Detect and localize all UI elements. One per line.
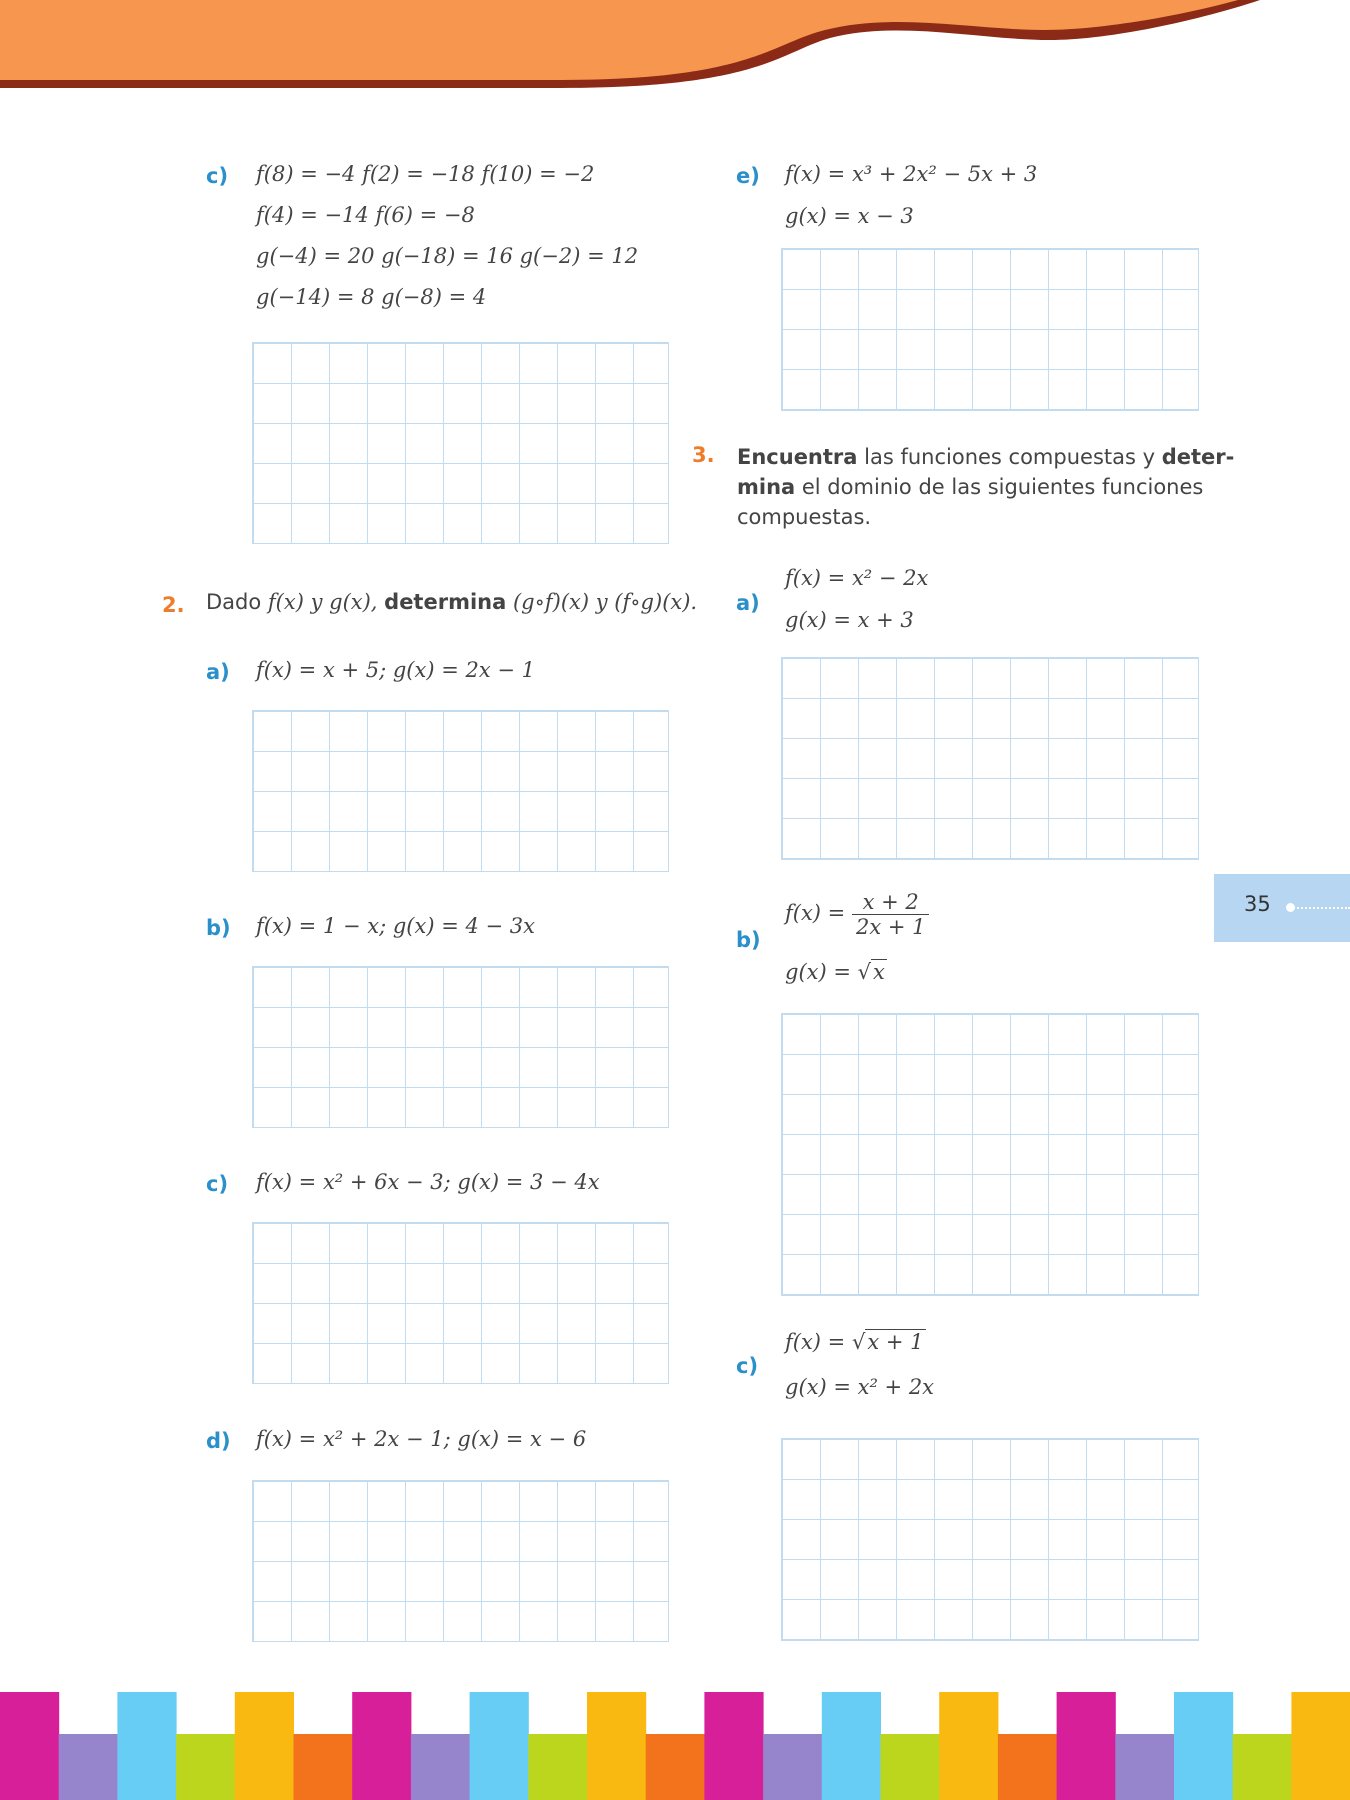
footer-bar <box>587 1692 646 1800</box>
question-2-number: 2. <box>162 593 185 617</box>
item-3b-label: b) <box>736 928 761 952</box>
item-1c-line3: g(−4) = 20 g(−18) = 16 g(−2) = 12 <box>256 244 639 268</box>
answer-grid-1c[interactable] <box>252 342 669 544</box>
item-1c-label: c) <box>206 164 229 188</box>
item-2a-expr: f(x) = x + 5; g(x) = 2x − 1 <box>256 658 535 682</box>
item-1c-line1: f(8) = −4 f(2) = −18 f(10) = −2 <box>256 162 595 186</box>
item-2b-expr: f(x) = 1 − x; g(x) = 4 − 3x <box>256 914 535 938</box>
question-3-text <box>737 442 1235 532</box>
answer-grid-2c[interactable] <box>252 1222 669 1384</box>
footer-color-bars <box>0 1692 1350 1800</box>
item-2b-label: b) <box>206 916 231 940</box>
answer-grid-3a[interactable] <box>781 657 1199 860</box>
item-2a-label: a) <box>206 660 230 684</box>
question-3-number: 3. <box>692 443 715 467</box>
footer-bar <box>1291 1692 1350 1800</box>
answer-grid-3b[interactable] <box>781 1013 1199 1296</box>
item-2e-f: f(x) = x³ + 2x² − 5x + 3 <box>785 162 1038 186</box>
question-3-line1 <box>737 442 1235 472</box>
footer-bar <box>1057 1692 1116 1800</box>
header-wave <box>0 0 1350 100</box>
question-3-bold2: deter- <box>1161 445 1235 469</box>
item-3a-g: g(x) = x + 3 <box>785 608 914 632</box>
item-2c-label: c) <box>206 1172 229 1196</box>
tab-dotted-line <box>1290 907 1350 909</box>
footer-bar <box>352 1692 411 1800</box>
answer-grid-2d[interactable] <box>252 1480 669 1642</box>
page-number-tab <box>1214 874 1350 942</box>
question-3-text2: el dominio de las siguientes funciones <box>795 475 1204 499</box>
footer-bar <box>117 1692 176 1800</box>
question-2-bold: determina <box>384 590 507 614</box>
footer-bar <box>294 1734 353 1800</box>
footer-bar <box>1115 1734 1174 1800</box>
item-3b-denominator: 2x + 1 <box>855 915 926 939</box>
item-2d-label: d) <box>206 1429 231 1453</box>
question-3-line3: compuestas. <box>737 505 872 529</box>
item-2e-label: e) <box>736 164 760 188</box>
footer-bar <box>646 1734 705 1800</box>
footer-bar <box>763 1734 822 1800</box>
footer-bar <box>704 1692 763 1800</box>
item-3c-label: c) <box>736 1354 759 1378</box>
footer-bar <box>0 1692 59 1800</box>
footer-bar <box>1174 1692 1233 1800</box>
item-3a-label: a) <box>736 591 760 615</box>
item-3c-f-radicand: x + 1 <box>867 1330 924 1354</box>
item-2d-expr: f(x) = x² + 2x − 1; g(x) = x − 6 <box>256 1427 587 1451</box>
question-2-compose: (g∘f)(x) y (f∘g)(x). <box>506 590 698 614</box>
item-3b-numerator: x + 2 <box>852 890 930 915</box>
item-3c-g: g(x) = x² + 2x <box>785 1375 935 1399</box>
question-3-line2 <box>737 472 1204 502</box>
footer-bar <box>1233 1734 1292 1800</box>
answer-grid-2a[interactable] <box>252 710 669 872</box>
item-3b-g-radicand: x <box>873 960 885 984</box>
question-2-text-pre: Dado <box>206 590 268 614</box>
question-3-bold1: Encuentra <box>737 445 858 469</box>
footer-bar <box>528 1734 587 1800</box>
answer-grid-2e[interactable] <box>781 248 1199 411</box>
footer-bar <box>998 1734 1057 1800</box>
item-2c-expr: f(x) = x² + 6x − 3; g(x) = 3 − 4x <box>256 1170 600 1194</box>
footer-bar <box>59 1734 118 1800</box>
item-1c-line4: g(−14) = 8 g(−8) = 4 <box>256 285 487 309</box>
question-2-text <box>206 590 697 614</box>
item-3b-f-pre: f(x) = <box>785 901 852 925</box>
item-3b-g-pre: g(x) = √ <box>785 960 871 984</box>
tab-dot <box>1286 903 1295 912</box>
question-2-fg: f(x) y g(x), <box>267 590 385 614</box>
item-3b-fraction <box>852 890 930 939</box>
question-3-bold3: mina <box>737 475 796 499</box>
item-3b-g <box>785 960 887 984</box>
item-3c-f-pre: f(x) = √ <box>785 1330 866 1354</box>
footer-bar <box>235 1692 294 1800</box>
answer-grid-2b[interactable] <box>252 966 669 1128</box>
footer-bar <box>881 1734 940 1800</box>
footer-bar <box>411 1734 470 1800</box>
item-3c-f <box>785 1330 926 1354</box>
question-3-text1: las funciones compuestas y <box>857 445 1162 469</box>
footer-bar <box>470 1692 529 1800</box>
footer-bar <box>939 1692 998 1800</box>
footer-bar <box>822 1692 881 1800</box>
footer-bar <box>176 1734 235 1800</box>
item-3a-f: f(x) = x² − 2x <box>785 566 929 590</box>
page-number: 35 <box>1244 892 1271 916</box>
answer-grid-3c[interactable] <box>781 1438 1199 1641</box>
item-1c-line2: f(4) = −14 f(6) = −8 <box>256 203 475 227</box>
item-3b-f <box>785 890 929 939</box>
item-2e-g: g(x) = x − 3 <box>785 204 914 228</box>
